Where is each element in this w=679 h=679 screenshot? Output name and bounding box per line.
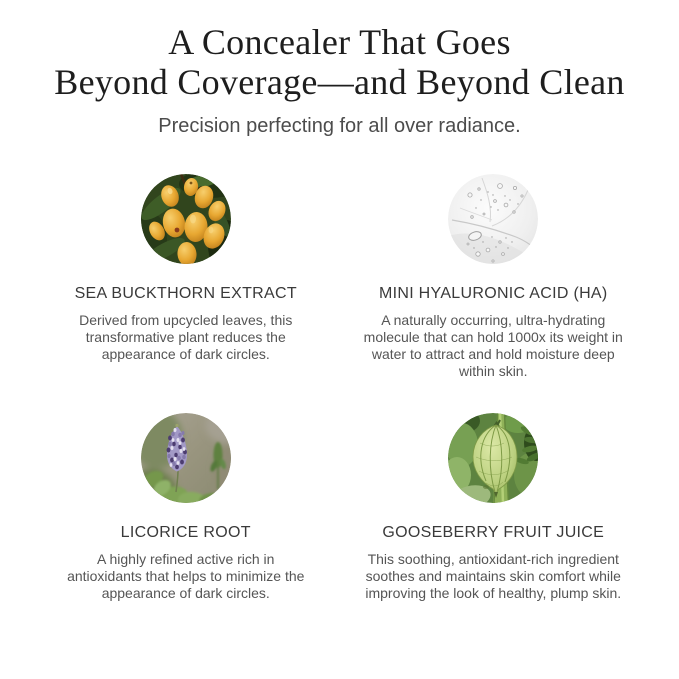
ingredient-name: LICORICE ROOT	[120, 524, 251, 541]
ingredient-name: MINI HYALURONIC ACID (HA)	[378, 285, 608, 302]
ingredient-description: A naturally occurring, ultra-hydrating molecule that can hold 1000x its weight in water to attract and hold moisture deep within skin.	[363, 312, 623, 379]
sea-buckthorn-photo	[141, 174, 231, 264]
ingredient-description: This soothing, antioxidant-rich ingredient soothes and maintains skin comfort while improving the look of healthy, plump skin.	[365, 551, 622, 601]
ingredient-grid	[32, 174, 647, 602]
header	[0, 0, 679, 138]
title-line-1: A Concealer That Goes	[168, 22, 511, 62]
ingredient-name: GOOSEBERRY FRUIT JUICE	[382, 524, 605, 541]
ingredient-name: SEA BUCKTHORN EXTRACT	[74, 285, 297, 302]
ingredient-card-gooseberry	[340, 413, 648, 602]
ingredient-card-sea-buckthorn	[32, 174, 340, 363]
ingredient-card-licorice-root	[32, 413, 340, 602]
ingredient-card-hyaluronic-acid	[340, 174, 648, 380]
title-line-2: Beyond Coverage—and Beyond Clean	[54, 62, 625, 102]
licorice-flower-photo	[141, 413, 231, 503]
ingredient-description: Derived from upcycled leaves, this transformative plant reduces the appearance of dark circles.	[79, 312, 293, 362]
subtitle: Precision perfecting for all over radiance.	[158, 115, 521, 137]
gooseberry-fruit-photo	[448, 413, 538, 503]
ingredient-description: A highly refined active rich in antioxidants that helps to minimize the appearance of dark circles.	[67, 551, 305, 601]
clear-gel-texture-photo	[448, 174, 538, 264]
page-title	[0, 22, 679, 102]
